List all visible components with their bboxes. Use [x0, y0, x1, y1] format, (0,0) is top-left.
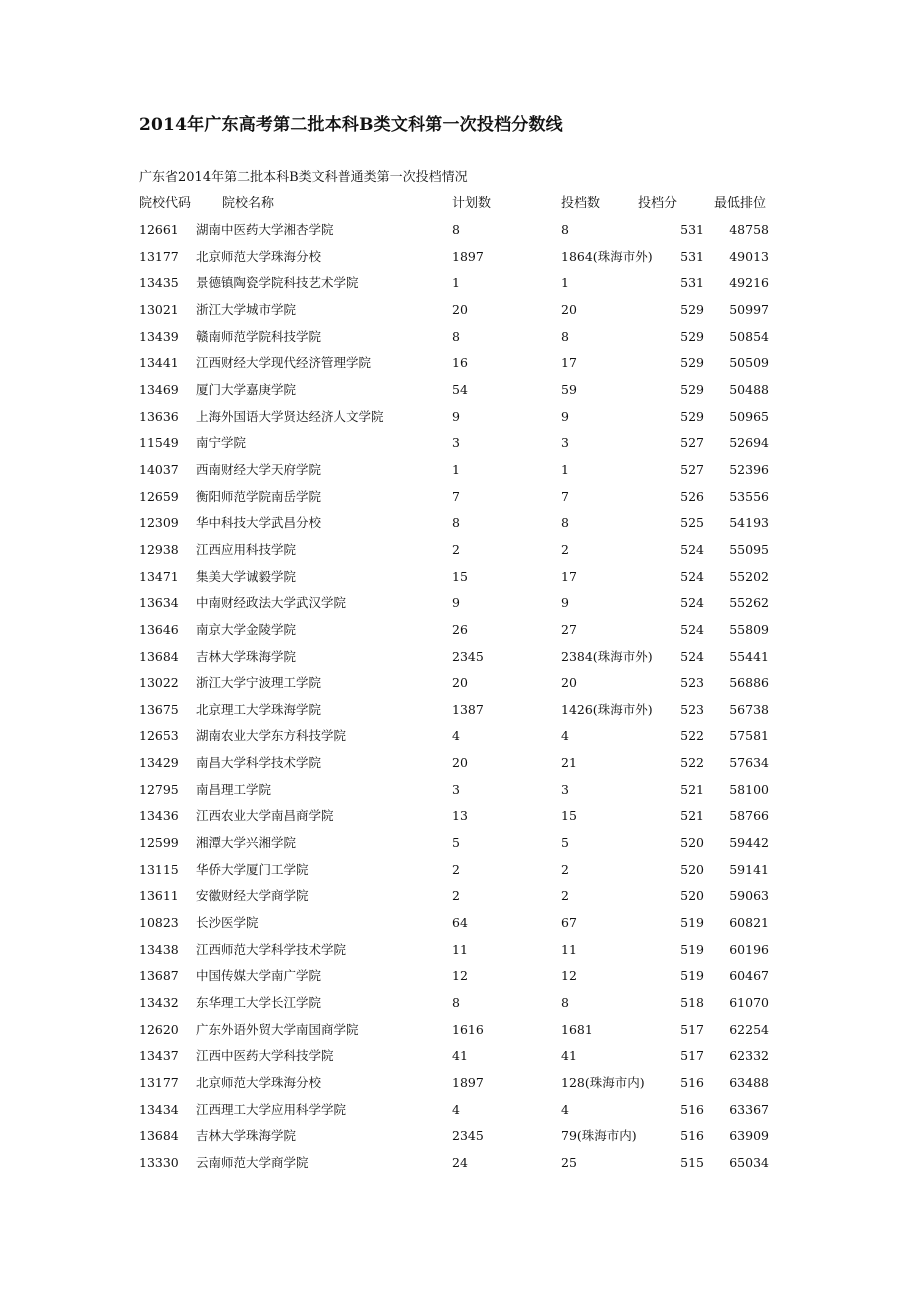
cell-plan-count: 2 — [452, 541, 460, 557]
cell-filed-score: 524 — [680, 621, 704, 637]
cell-lowest-rank: 60821 — [729, 915, 769, 931]
cell-code: 13634 — [139, 595, 179, 611]
cell-plan-count: 20 — [452, 301, 468, 317]
cell-plan-count: 64 — [452, 915, 468, 931]
cell-code: 13437 — [139, 1048, 179, 1064]
table-row — [139, 433, 799, 460]
cell-lowest-rank: 48758 — [729, 222, 769, 237]
cell-filed-count: 25 — [561, 1154, 577, 1170]
cell-school-name: 长沙医学院 — [196, 915, 259, 931]
cell-plan-count: 41 — [452, 1048, 468, 1064]
cell-filed-count: 21 — [561, 755, 577, 771]
cell-code: 13471 — [139, 568, 179, 584]
cell-school-name: 集美大学诚毅学院 — [196, 568, 297, 584]
cell-code: 13432 — [139, 995, 179, 1011]
table-row — [139, 1020, 799, 1047]
cell-lowest-rank: 62254 — [729, 1021, 769, 1037]
cell-filed-score: 525 — [680, 515, 704, 531]
cell-school-name: 湖南农业大学东方科技学院 — [196, 728, 347, 744]
table-row — [139, 487, 799, 514]
cell-school-name: 云南师范大学商学院 — [196, 1154, 309, 1170]
cell-code: 12795 — [139, 781, 179, 797]
cell-school-name: 北京理工大学珠海学院 — [196, 701, 322, 717]
cell-lowest-rank: 65034 — [729, 1154, 769, 1170]
table-row — [139, 833, 799, 860]
cell-plan-count: 3 — [452, 435, 460, 451]
cell-school-name: 江西理工大学应用科学学院 — [196, 1101, 347, 1117]
table-row — [139, 860, 799, 887]
cell-filed-count: 8 — [561, 328, 569, 344]
cell-code: 13177 — [139, 248, 179, 264]
table-row — [139, 327, 799, 354]
cell-plan-count: 8 — [452, 328, 460, 344]
table-row — [139, 567, 799, 594]
column-header-code: 院校代码 — [139, 196, 192, 211]
cell-filed-count: 59 — [561, 381, 577, 397]
cell-plan-count: 8 — [452, 515, 460, 531]
column-header-score: 投档分 — [638, 196, 678, 211]
cell-plan-count: 1387 — [452, 701, 484, 717]
cell-code: 13611 — [139, 888, 179, 904]
cell-plan-count: 8 — [452, 995, 460, 1011]
cell-filed-score: 516 — [680, 1128, 704, 1144]
cell-filed-score: 522 — [680, 755, 704, 771]
table-row — [139, 1100, 799, 1127]
cell-school-name: 江西应用科技学院 — [196, 541, 297, 557]
cell-code: 12599 — [139, 835, 179, 851]
cell-lowest-rank: 63367 — [729, 1101, 769, 1117]
cell-filed-count: 17 — [561, 568, 577, 584]
cell-lowest-rank: 56738 — [729, 701, 769, 717]
column-header-plan: 计划数 — [452, 196, 492, 211]
cell-lowest-rank: 59442 — [729, 835, 769, 851]
table-row — [139, 353, 799, 380]
cell-lowest-rank: 57634 — [729, 755, 769, 771]
cell-code: 13438 — [139, 941, 179, 957]
cell-code: 12620 — [139, 1021, 179, 1037]
cell-plan-count: 2345 — [452, 1128, 484, 1144]
cell-filed-score: 524 — [680, 568, 704, 584]
cell-code: 13434 — [139, 1101, 179, 1117]
cell-plan-count: 12 — [452, 968, 468, 984]
cell-lowest-rank: 59141 — [729, 861, 769, 877]
cell-lowest-rank: 59063 — [729, 888, 769, 904]
cell-plan-count: 1897 — [452, 1075, 484, 1090]
cell-code: 13021 — [139, 301, 179, 317]
table-caption: 广东省2014年第二批本科B类文科普通类第一次投档情况 — [139, 170, 468, 185]
cell-school-name: 华侨大学厦门工学院 — [196, 861, 309, 877]
cell-code: 12661 — [139, 222, 179, 237]
cell-lowest-rank: 53556 — [729, 488, 769, 504]
cell-filed-count: 2 — [561, 888, 569, 904]
cell-code: 13330 — [139, 1154, 179, 1170]
cell-plan-count: 4 — [452, 728, 460, 744]
cell-lowest-rank: 55809 — [729, 621, 769, 637]
cell-plan-count: 24 — [452, 1154, 468, 1170]
cell-filed-score: 519 — [680, 968, 704, 984]
cell-lowest-rank: 55262 — [729, 595, 769, 611]
cell-filed-count: 9 — [561, 595, 569, 611]
cell-filed-count: 4 — [561, 1101, 569, 1117]
cell-lowest-rank: 50854 — [729, 328, 769, 344]
cell-lowest-rank: 49216 — [729, 275, 769, 291]
cell-filed-count: 7 — [561, 488, 569, 504]
cell-filed-score: 529 — [680, 301, 704, 317]
cell-filed-count: 2 — [561, 541, 569, 557]
cell-school-name: 安徽财经大学商学院 — [196, 888, 309, 904]
cell-plan-count: 20 — [452, 755, 468, 771]
table-body — [139, 220, 799, 1180]
cell-code: 13636 — [139, 408, 179, 424]
cell-lowest-rank: 60467 — [729, 968, 769, 984]
cell-lowest-rank: 55441 — [729, 648, 769, 664]
table-row — [139, 1073, 799, 1100]
cell-filed-count: 1681 — [561, 1021, 593, 1037]
cell-lowest-rank: 56886 — [729, 675, 769, 691]
cell-lowest-rank: 50509 — [729, 355, 769, 371]
cell-plan-count: 9 — [452, 408, 460, 424]
table-row — [139, 886, 799, 913]
cell-filed-count: 128(珠海市内) — [561, 1075, 645, 1090]
cell-filed-score: 527 — [680, 461, 704, 477]
cell-plan-count: 1 — [452, 461, 460, 477]
cell-filed-score: 529 — [680, 328, 704, 344]
cell-code: 13429 — [139, 755, 179, 771]
cell-filed-count: 15 — [561, 808, 577, 824]
cell-school-name: 湖南中医药大学湘杏学院 — [196, 222, 334, 237]
cell-lowest-rank: 63909 — [729, 1128, 769, 1144]
cell-filed-count: 8 — [561, 222, 569, 237]
cell-filed-score: 515 — [680, 1154, 704, 1170]
cell-code: 13441 — [139, 355, 179, 371]
table-row — [139, 647, 799, 674]
cell-code: 13115 — [139, 861, 179, 877]
cell-filed-count: 17 — [561, 355, 577, 371]
cell-plan-count: 2345 — [452, 648, 484, 664]
cell-plan-count: 54 — [452, 381, 468, 397]
cell-filed-count: 9 — [561, 408, 569, 424]
cell-filed-score: 517 — [680, 1048, 704, 1064]
cell-filed-count: 2384(珠海市外) — [561, 648, 653, 664]
cell-code: 13684 — [139, 648, 179, 664]
cell-lowest-rank: 58766 — [729, 808, 769, 824]
cell-code: 14037 — [139, 461, 179, 477]
cell-plan-count: 7 — [452, 488, 460, 504]
cell-school-name: 江西中医药大学科技学院 — [196, 1048, 334, 1064]
cell-plan-count: 1616 — [452, 1021, 484, 1037]
cell-lowest-rank: 60196 — [729, 941, 769, 957]
table-row — [139, 220, 799, 247]
cell-lowest-rank: 58100 — [729, 781, 769, 797]
cell-plan-count: 5 — [452, 835, 460, 851]
cell-filed-score: 521 — [680, 808, 704, 824]
table-row — [139, 273, 799, 300]
cell-code: 13646 — [139, 621, 179, 637]
cell-filed-count: 5 — [561, 835, 569, 851]
cell-filed-score: 520 — [680, 835, 704, 851]
cell-filed-score: 526 — [680, 488, 704, 504]
cell-school-name: 南京大学金陵学院 — [196, 621, 297, 637]
cell-filed-score: 518 — [680, 995, 704, 1011]
cell-code: 10823 — [139, 915, 179, 931]
cell-plan-count: 16 — [452, 355, 468, 371]
cell-lowest-rank: 63488 — [729, 1075, 769, 1090]
cell-school-name: 江西师范大学科学技术学院 — [196, 941, 347, 957]
cell-plan-count: 15 — [452, 568, 468, 584]
cell-filed-score: 531 — [680, 275, 704, 291]
cell-school-name: 南昌大学科学技术学院 — [196, 755, 322, 771]
cell-filed-score: 520 — [680, 861, 704, 877]
cell-code: 13436 — [139, 808, 179, 824]
table-row — [139, 940, 799, 967]
cell-code: 11549 — [139, 435, 179, 451]
table-row — [139, 300, 799, 327]
cell-filed-count: 1 — [561, 275, 569, 291]
cell-filed-score: 524 — [680, 648, 704, 664]
cell-filed-score: 529 — [680, 355, 704, 371]
cell-lowest-rank: 61070 — [729, 995, 769, 1011]
table-row — [139, 460, 799, 487]
cell-filed-count: 12 — [561, 968, 577, 984]
cell-school-name: 浙江大学宁波理工学院 — [196, 675, 322, 691]
table-row — [139, 913, 799, 940]
cell-filed-score: 531 — [680, 248, 704, 264]
cell-filed-count: 3 — [561, 781, 569, 797]
cell-school-name: 广东外语外贸大学南国商学院 — [196, 1021, 359, 1037]
cell-filed-count: 67 — [561, 915, 577, 931]
cell-code: 13439 — [139, 328, 179, 344]
cell-school-name: 北京师范大学珠海分校 — [196, 1075, 322, 1090]
cell-school-name: 厦门大学嘉庚学院 — [196, 381, 297, 397]
table-row — [139, 513, 799, 540]
cell-filed-count: 1426(珠海市外) — [561, 701, 653, 717]
table-row — [139, 407, 799, 434]
cell-plan-count: 20 — [452, 675, 468, 691]
cell-school-name: 中国传媒大学南广学院 — [196, 968, 322, 984]
cell-school-name: 上海外国语大学贤达经济人文学院 — [196, 408, 384, 424]
table-row — [139, 700, 799, 727]
table-row — [139, 247, 799, 274]
column-header-name: 院校名称 — [222, 196, 275, 211]
cell-code: 13675 — [139, 701, 179, 717]
table-row — [139, 993, 799, 1020]
cell-school-name: 西南财经大学天府学院 — [196, 461, 322, 477]
cell-filed-count: 11 — [561, 941, 577, 957]
cell-lowest-rank: 52396 — [729, 461, 769, 477]
cell-school-name: 江西农业大学南昌商学院 — [196, 808, 334, 824]
cell-lowest-rank: 50997 — [729, 301, 769, 317]
cell-plan-count: 8 — [452, 222, 460, 237]
cell-filed-score: 524 — [680, 595, 704, 611]
cell-filed-count: 8 — [561, 515, 569, 531]
cell-filed-count: 20 — [561, 301, 577, 317]
cell-filed-score: 522 — [680, 728, 704, 744]
cell-lowest-rank: 55095 — [729, 541, 769, 557]
cell-code: 13684 — [139, 1128, 179, 1144]
cell-plan-count: 26 — [452, 621, 468, 637]
table-row — [139, 806, 799, 833]
cell-school-name: 吉林大学珠海学院 — [196, 1128, 297, 1144]
document-title: 2014年广东高考第二批本科B类文科第一次投档分数线 — [139, 115, 563, 135]
cell-filed-count: 27 — [561, 621, 577, 637]
cell-lowest-rank: 54193 — [729, 515, 769, 531]
cell-filed-count: 41 — [561, 1048, 577, 1064]
cell-school-name: 景德镇陶瓷学院科技艺术学院 — [196, 275, 359, 291]
cell-code: 12653 — [139, 728, 179, 744]
table-row — [139, 1126, 799, 1153]
cell-plan-count: 13 — [452, 808, 468, 824]
cell-filed-count: 3 — [561, 435, 569, 451]
table-row — [139, 753, 799, 780]
table-row — [139, 593, 799, 620]
cell-plan-count: 1897 — [452, 248, 484, 264]
cell-lowest-rank: 57581 — [729, 728, 769, 744]
cell-filed-count: 8 — [561, 995, 569, 1011]
table-row — [139, 780, 799, 807]
table-row — [139, 1153, 799, 1180]
table-header — [139, 194, 799, 214]
cell-filed-score: 529 — [680, 381, 704, 397]
cell-plan-count: 9 — [452, 595, 460, 611]
cell-school-name: 赣南师范学院科技学院 — [196, 328, 322, 344]
cell-plan-count: 2 — [452, 888, 460, 904]
cell-filed-score: 529 — [680, 408, 704, 424]
cell-filed-score: 527 — [680, 435, 704, 451]
cell-school-name: 衡阳师范学院南岳学院 — [196, 488, 322, 504]
cell-code: 13687 — [139, 968, 179, 984]
cell-school-name: 北京师范大学珠海分校 — [196, 248, 322, 264]
cell-lowest-rank: 50488 — [729, 381, 769, 397]
cell-code: 13469 — [139, 381, 179, 397]
cell-lowest-rank: 52694 — [729, 435, 769, 451]
cell-filed-score: 516 — [680, 1101, 704, 1117]
cell-lowest-rank: 62332 — [729, 1048, 769, 1064]
cell-filed-count: 2 — [561, 861, 569, 877]
cell-filed-score: 531 — [680, 222, 704, 237]
cell-filed-score: 519 — [680, 915, 704, 931]
cell-lowest-rank: 50965 — [729, 408, 769, 424]
cell-plan-count: 3 — [452, 781, 460, 797]
cell-school-name: 南昌理工学院 — [196, 781, 272, 797]
cell-filed-score: 523 — [680, 701, 704, 717]
cell-code: 12309 — [139, 515, 179, 531]
cell-filed-count: 4 — [561, 728, 569, 744]
cell-school-name: 浙江大学城市学院 — [196, 301, 297, 317]
cell-filed-count: 79(珠海市内) — [561, 1128, 637, 1144]
cell-code: 13435 — [139, 275, 179, 291]
cell-filed-score: 516 — [680, 1075, 704, 1090]
cell-plan-count: 4 — [452, 1101, 460, 1117]
table-row — [139, 966, 799, 993]
cell-filed-score: 523 — [680, 675, 704, 691]
cell-school-name: 南宁学院 — [196, 435, 247, 451]
cell-school-name: 吉林大学珠海学院 — [196, 648, 297, 664]
cell-filed-score: 519 — [680, 941, 704, 957]
cell-filed-score: 517 — [680, 1021, 704, 1037]
cell-school-name: 华中科技大学武昌分校 — [196, 515, 322, 531]
table-row — [139, 1046, 799, 1073]
cell-plan-count: 11 — [452, 941, 468, 957]
cell-code: 12938 — [139, 541, 179, 557]
cell-filed-count: 1864(珠海市外) — [561, 248, 653, 264]
table-row — [139, 726, 799, 753]
cell-lowest-rank: 55202 — [729, 568, 769, 584]
table-row — [139, 380, 799, 407]
cell-filed-count: 1 — [561, 461, 569, 477]
column-header-filed: 投档数 — [561, 196, 601, 211]
table-row — [139, 540, 799, 567]
cell-school-name: 中南财经政法大学武汉学院 — [196, 595, 347, 611]
cell-lowest-rank: 49013 — [729, 248, 769, 264]
cell-plan-count: 1 — [452, 275, 460, 291]
cell-code: 13177 — [139, 1075, 179, 1090]
column-header-rank: 最低排位 — [714, 196, 767, 211]
cell-plan-count: 2 — [452, 861, 460, 877]
cell-code: 12659 — [139, 488, 179, 504]
cell-filed-score: 521 — [680, 781, 704, 797]
cell-code: 13022 — [139, 675, 179, 691]
cell-filed-score: 520 — [680, 888, 704, 904]
cell-filed-count: 20 — [561, 675, 577, 691]
table-row — [139, 673, 799, 700]
table-row — [139, 620, 799, 647]
cell-school-name: 湘潭大学兴湘学院 — [196, 835, 297, 851]
cell-filed-score: 524 — [680, 541, 704, 557]
cell-school-name: 江西财经大学现代经济管理学院 — [196, 355, 372, 371]
cell-school-name: 东华理工大学长江学院 — [196, 995, 322, 1011]
